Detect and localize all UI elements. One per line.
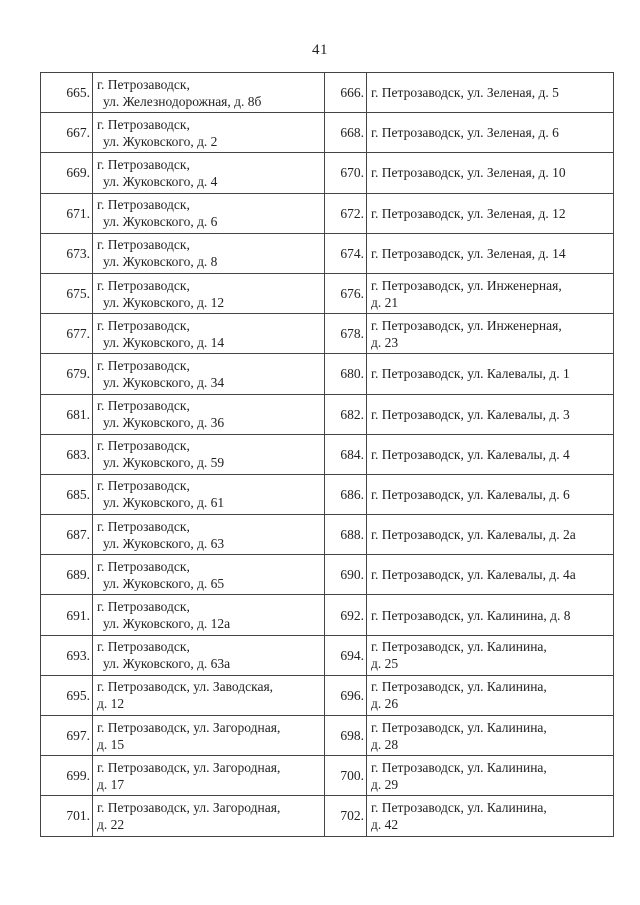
address-line: ул. Жуковского, д. 61 <box>103 495 225 511</box>
table-row <box>41 595 614 635</box>
table-row <box>41 73 614 113</box>
address-line: г. Петрозаводск, <box>97 116 190 132</box>
row-number-right: 692. <box>325 595 367 635</box>
row-number-right: 700. <box>325 756 367 796</box>
row-number-left: 685. <box>41 474 93 514</box>
address-line: г. Петрозаводск, ул. Калевалы, д. 1 <box>371 366 570 382</box>
address-line: ул. Жуковского, д. 63а <box>103 656 231 672</box>
row-number-left: 665. <box>41 73 93 113</box>
address-left <box>93 675 325 715</box>
address-line: г. Петрозаводск, ул. Заводская, <box>97 679 274 695</box>
address-line: ул. Жуковского, д. 8 <box>103 254 218 270</box>
address-right <box>367 474 614 514</box>
address-line: г. Петрозаводск, ул. Калевалы, д. 2а <box>371 527 576 543</box>
address-line: г. Петрозаводск, ул. Калевалы, д. 4а <box>371 567 576 583</box>
row-number-right: 676. <box>325 273 367 313</box>
address-left <box>93 474 325 514</box>
address-line: ул. Железнодорожная, д. 8б <box>103 93 262 109</box>
address-left <box>93 153 325 193</box>
table-row <box>41 515 614 555</box>
row-number-left: 673. <box>41 233 93 273</box>
address-left <box>93 515 325 555</box>
address-line: г. Петрозаводск, <box>97 156 190 172</box>
address-line: г. Петрозаводск, ул. Зеленая, д. 12 <box>371 205 566 221</box>
address-left <box>93 73 325 113</box>
address-line: г. Петрозаводск, ул. Зеленая, д. 6 <box>371 125 559 141</box>
address-line: ул. Жуковского, д. 63 <box>103 535 225 551</box>
address-line: ул. Жуковского, д. 6 <box>103 214 218 230</box>
row-number-left: 667. <box>41 113 93 153</box>
row-number-right: 690. <box>325 555 367 595</box>
address-line: г. Петрозаводск, ул. Калевалы, д. 3 <box>371 406 570 422</box>
address-right <box>367 73 614 113</box>
address-line: г. Петрозаводск, <box>97 197 190 213</box>
address-line: г. Петрозаводск, <box>97 398 190 414</box>
table-row <box>41 394 614 434</box>
address-line: д. 17 <box>97 776 125 792</box>
table-row <box>41 675 614 715</box>
address-line: ул. Жуковского, д. 34 <box>103 374 225 390</box>
row-number-right: 696. <box>325 675 367 715</box>
address-right <box>367 233 614 273</box>
address-right <box>367 675 614 715</box>
row-number-right: 682. <box>325 394 367 434</box>
table-row <box>41 796 614 836</box>
address-line: д. 21 <box>371 294 399 310</box>
address-line: г. Петрозаводск, ул. Калинина, <box>371 759 547 775</box>
row-number-left: 681. <box>41 394 93 434</box>
address-right <box>367 113 614 153</box>
row-number-left: 683. <box>41 434 93 474</box>
address-line: г. Петрозаводск, <box>97 357 190 373</box>
table-row <box>41 193 614 233</box>
address-left <box>93 113 325 153</box>
address-line: г. Петрозаводск, ул. Калинина, <box>371 719 547 735</box>
row-number-left: 701. <box>41 796 93 836</box>
address-line: г. Петрозаводск, <box>97 76 190 92</box>
row-number-left: 691. <box>41 595 93 635</box>
row-number-left: 697. <box>41 716 93 756</box>
address-right <box>367 314 614 354</box>
row-number-right: 684. <box>325 434 367 474</box>
address-line: ул. Жуковского, д. 4 <box>103 173 218 189</box>
row-number-right: 674. <box>325 233 367 273</box>
row-number-right: 680. <box>325 354 367 394</box>
address-right <box>367 354 614 394</box>
address-line: д. 22 <box>97 816 125 832</box>
address-line: д. 29 <box>371 776 399 792</box>
row-number-right: 668. <box>325 113 367 153</box>
address-line: г. Петрозаводск, ул. Загородная, <box>97 799 281 815</box>
row-number-left: 695. <box>41 675 93 715</box>
row-number-left: 675. <box>41 273 93 313</box>
address-line: г. Петрозаводск, ул. Зеленая, д. 5 <box>371 85 559 101</box>
address-right <box>367 394 614 434</box>
row-number-right: 686. <box>325 474 367 514</box>
row-number-left: 699. <box>41 756 93 796</box>
address-line: г. Петрозаводск, ул. Загородная, <box>97 759 281 775</box>
row-number-left: 671. <box>41 193 93 233</box>
address-left <box>93 273 325 313</box>
address-line: г. Петрозаводск, ул. Загородная, <box>97 719 281 735</box>
address-right <box>367 515 614 555</box>
address-left <box>93 314 325 354</box>
address-line: д. 15 <box>97 736 125 752</box>
table-row <box>41 434 614 474</box>
row-number-right: 694. <box>325 635 367 675</box>
row-number-right: 678. <box>325 314 367 354</box>
address-line: г. Петрозаводск, ул. Калевалы, д. 4 <box>371 446 570 462</box>
address-right <box>367 555 614 595</box>
row-number-right: 702. <box>325 796 367 836</box>
address-line: г. Петрозаводск, ул. Зеленая, д. 10 <box>371 165 566 181</box>
table-row <box>41 354 614 394</box>
row-number-right: 670. <box>325 153 367 193</box>
address-line: г. Петрозаводск, <box>97 639 190 655</box>
address-line: г. Петрозаводск, ул. Калевалы, д. 6 <box>371 486 570 502</box>
table-row <box>41 153 614 193</box>
table-row <box>41 314 614 354</box>
address-right <box>367 193 614 233</box>
address-left <box>93 354 325 394</box>
row-number-left: 669. <box>41 153 93 193</box>
address-line: г. Петрозаводск, <box>97 277 190 293</box>
address-line: ул. Жуковского, д. 59 <box>103 455 225 471</box>
row-number-left: 677. <box>41 314 93 354</box>
address-line: г. Петрозаводск, <box>97 438 190 454</box>
address-table-body <box>41 73 614 837</box>
address-line: г. Петрозаводск, ул. Зеленая, д. 14 <box>371 245 566 261</box>
table-row <box>41 474 614 514</box>
table-row <box>41 716 614 756</box>
address-line: д. 12 <box>97 696 125 712</box>
address-line: ул. Жуковского, д. 65 <box>103 575 225 591</box>
address-line: г. Петрозаводск, ул. Калинина, <box>371 639 547 655</box>
address-line: ул. Жуковского, д. 12 <box>103 294 225 310</box>
address-right <box>367 796 614 836</box>
address-line: г. Петрозаводск, <box>97 518 190 534</box>
address-right <box>367 153 614 193</box>
address-line: г. Петрозаводск, ул. Калинина, <box>371 799 547 815</box>
page-number: 41 <box>312 42 328 58</box>
address-line: г. Петрозаводск, <box>97 599 190 615</box>
address-left <box>93 635 325 675</box>
address-left <box>93 233 325 273</box>
row-number-left: 687. <box>41 515 93 555</box>
address-left <box>93 193 325 233</box>
table-row <box>41 756 614 796</box>
address-left <box>93 756 325 796</box>
address-right <box>367 635 614 675</box>
address-right <box>367 595 614 635</box>
table-row <box>41 273 614 313</box>
address-line: г. Петрозаводск, ул. Инженерная, <box>371 317 562 333</box>
row-number-right: 688. <box>325 515 367 555</box>
address-left <box>93 595 325 635</box>
address-right <box>367 716 614 756</box>
table-row <box>41 555 614 595</box>
table-row <box>41 113 614 153</box>
row-number-left: 693. <box>41 635 93 675</box>
address-right <box>367 434 614 474</box>
address-line: ул. Жуковского, д. 12а <box>103 616 231 632</box>
address-line: д. 42 <box>371 816 399 832</box>
address-line: ул. Жуковского, д. 2 <box>103 133 218 149</box>
row-number-right: 666. <box>325 73 367 113</box>
address-line: д. 26 <box>371 696 399 712</box>
address-left <box>93 394 325 434</box>
address-line: г. Петрозаводск, <box>97 237 190 253</box>
address-line: д. 28 <box>371 736 399 752</box>
table-row <box>41 233 614 273</box>
address-line: г. Петрозаводск, ул. Калинина, д. 8 <box>371 607 571 623</box>
address-left <box>93 796 325 836</box>
address-left <box>93 434 325 474</box>
address-right <box>367 273 614 313</box>
address-left <box>93 555 325 595</box>
address-right <box>367 756 614 796</box>
address-line: г. Петрозаводск, ул. Инженерная, <box>371 277 562 293</box>
address-line: г. Петрозаводск, ул. Калинина, <box>371 679 547 695</box>
address-left <box>93 716 325 756</box>
address-table <box>40 72 614 837</box>
address-line: г. Петрозаводск, <box>97 478 190 494</box>
address-line: ул. Жуковского, д. 36 <box>103 415 225 431</box>
row-number-left: 679. <box>41 354 93 394</box>
address-line: д. 25 <box>371 656 399 672</box>
table-row <box>41 635 614 675</box>
row-number-right: 672. <box>325 193 367 233</box>
row-number-left: 689. <box>41 555 93 595</box>
address-line: д. 23 <box>371 334 399 350</box>
row-number-right: 698. <box>325 716 367 756</box>
address-line: г. Петрозаводск, <box>97 317 190 333</box>
address-line: ул. Жуковского, д. 14 <box>103 334 225 350</box>
address-line: г. Петрозаводск, <box>97 558 190 574</box>
